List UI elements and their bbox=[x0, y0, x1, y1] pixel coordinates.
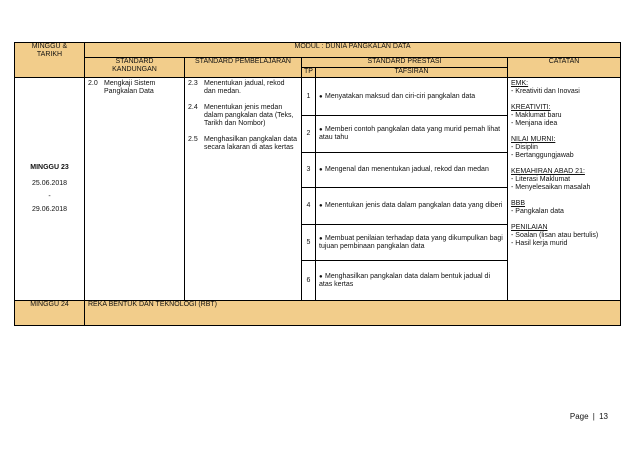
tp-header: TP bbox=[302, 68, 316, 78]
bullet-icon: ● bbox=[319, 93, 323, 100]
week23-cell bbox=[15, 78, 85, 301]
catatan-heading: EMK: bbox=[511, 80, 529, 87]
catatan-line: - Soalan (lisan atau bertulis) bbox=[511, 232, 599, 239]
sp-item-2-5 bbox=[188, 136, 298, 152]
catatan-heading: NILAI MURNI: bbox=[511, 136, 556, 143]
tafsiran-text: Menyatakan maksud dan ciri-ciri pangkalan data bbox=[325, 92, 476, 100]
standard-prestasi-header: STANDARD PRESTASI bbox=[302, 58, 508, 68]
catatan-line: - Pangkalan data bbox=[511, 208, 564, 215]
bullet-icon: ● bbox=[319, 167, 323, 173]
page-footer bbox=[570, 412, 608, 421]
tafsiran-item bbox=[316, 188, 508, 225]
week24-label: MINGGU 24 bbox=[15, 301, 85, 326]
catatan-emk bbox=[511, 80, 617, 96]
week24-text: REKA BENTUK DAN TEKNOLOGI (RBT) bbox=[85, 301, 621, 326]
standard-kandungan-cell bbox=[85, 78, 185, 301]
module-title: MODUL : DUNIA PANGKALAN DATA bbox=[85, 43, 621, 58]
catatan-line: - Menjana idea bbox=[511, 120, 558, 127]
tafsiran-item bbox=[316, 78, 508, 116]
catatan-heading: KEMAHIRAN ABAD 21: bbox=[511, 168, 585, 175]
tp-number: 5 bbox=[302, 225, 316, 261]
week23-date-start: 25.06.2018 bbox=[31, 180, 68, 187]
page-separator: | bbox=[592, 412, 595, 421]
tp-number: 2 bbox=[302, 116, 316, 153]
week23-date-end: 29.06.2018 bbox=[31, 206, 68, 213]
sp-item-2-3 bbox=[188, 80, 298, 96]
tafsiran-item bbox=[316, 225, 508, 261]
catatan-heading: KREATIVITI: bbox=[511, 104, 551, 111]
standard-pembelajaran-cell bbox=[185, 78, 302, 301]
bullet-icon: ● bbox=[319, 273, 323, 280]
sp-item-text: Menghasilkan pangkalan data secara lakaran di atas kertas bbox=[204, 136, 298, 151]
tafsiran-item bbox=[316, 261, 508, 301]
week24-row bbox=[15, 301, 621, 326]
week23-label: MINGGU 23 bbox=[30, 164, 69, 171]
page-number: 13 bbox=[599, 412, 608, 421]
sk-item-text: Mengkaji Sistem Pangkalan Data bbox=[104, 80, 156, 95]
tafsiran-text: Mengenal dan menentukan jadual, rekod dan medan bbox=[325, 166, 489, 173]
catatan-line: - Bertanggungjawab bbox=[511, 152, 574, 159]
tafsiran-item bbox=[316, 116, 508, 153]
catatan-line: - Menyelesaikan masalah bbox=[511, 184, 591, 191]
tafsiran-text: Menghasilkan pangkalan data dalam bentuk jadual di atas kertas bbox=[319, 272, 491, 288]
catatan-heading: BBB bbox=[511, 200, 526, 207]
week-header-line1: MINGGU & bbox=[31, 43, 68, 50]
tafsiran-text: Membuat penilaian terhadap data yang dikumpulkan bagi tujuan pembinaan pangkalan data bbox=[319, 234, 503, 250]
bullet-icon: ● bbox=[319, 235, 323, 242]
catatan-line: - Kreativiti dan Inovasi bbox=[511, 88, 580, 95]
sp-item-num: 2.3 bbox=[188, 80, 198, 87]
sk-item bbox=[88, 80, 181, 96]
sk-header-line2: KANDUNGAN bbox=[112, 66, 157, 73]
sp-item-num: 2.4 bbox=[188, 104, 198, 111]
sp-item-text: Menentukan jadual, rekod dan medan. bbox=[204, 80, 285, 95]
tafsiran-text: Menentukan jenis data dalam pangkalan data yang diberi bbox=[325, 202, 503, 209]
catatan-penilaian bbox=[511, 224, 617, 248]
catatan-kreativiti bbox=[511, 104, 617, 128]
tp-number: 6 bbox=[302, 261, 316, 301]
tp-number: 4 bbox=[302, 188, 316, 225]
catatan-kemahiran-abad-21 bbox=[511, 168, 617, 192]
week23-date-dash: - bbox=[48, 193, 51, 200]
tafsiran-header: TAFSIRAN bbox=[316, 68, 508, 78]
sk-item-num: 2.0 bbox=[88, 80, 98, 87]
sp-item-text: Menentukan jenis medan dalam pangkalan data (Teks, Tarikh dan Nombor) bbox=[204, 104, 294, 127]
catatan-nilai-murni bbox=[511, 136, 617, 160]
catatan-line: - Maklumat baru bbox=[511, 112, 562, 119]
catatan-line: - Literasi Maklumat bbox=[511, 176, 571, 183]
bullet-icon: ● bbox=[319, 127, 323, 133]
bullet-icon: ● bbox=[319, 203, 323, 209]
catatan-line: - Hasil kerja murid bbox=[511, 240, 568, 247]
week23-row-tp1 bbox=[15, 78, 621, 116]
week-header-line2: TARIKH bbox=[36, 51, 63, 58]
header-row-1 bbox=[15, 43, 621, 58]
catatan-heading: PENILAIAN bbox=[511, 224, 548, 231]
tp-number: 1 bbox=[302, 78, 316, 116]
catatan-cell bbox=[508, 78, 621, 301]
tafsiran-text: Memberi contoh pangkalan data yang murid pernah lihat atau tahu bbox=[319, 126, 501, 141]
standard-kandungan-header bbox=[85, 58, 185, 78]
tp-number: 3 bbox=[302, 153, 316, 188]
tafsiran-item bbox=[316, 153, 508, 188]
sp-item-num: 2.5 bbox=[188, 136, 198, 143]
page-label: Page bbox=[569, 412, 589, 421]
header-row-2 bbox=[15, 58, 621, 68]
catatan-line: - Disiplin bbox=[511, 144, 538, 151]
lesson-plan-table bbox=[14, 42, 621, 326]
catatan-header: CATATAN bbox=[508, 58, 621, 78]
standard-pembelajaran-header: STANDARD PEMBELAJARAN bbox=[185, 58, 302, 78]
week-date-header bbox=[15, 43, 85, 78]
sk-header-line1: STANDARD bbox=[115, 58, 154, 65]
catatan-bbb bbox=[511, 200, 617, 216]
sp-item-2-4 bbox=[188, 104, 298, 128]
